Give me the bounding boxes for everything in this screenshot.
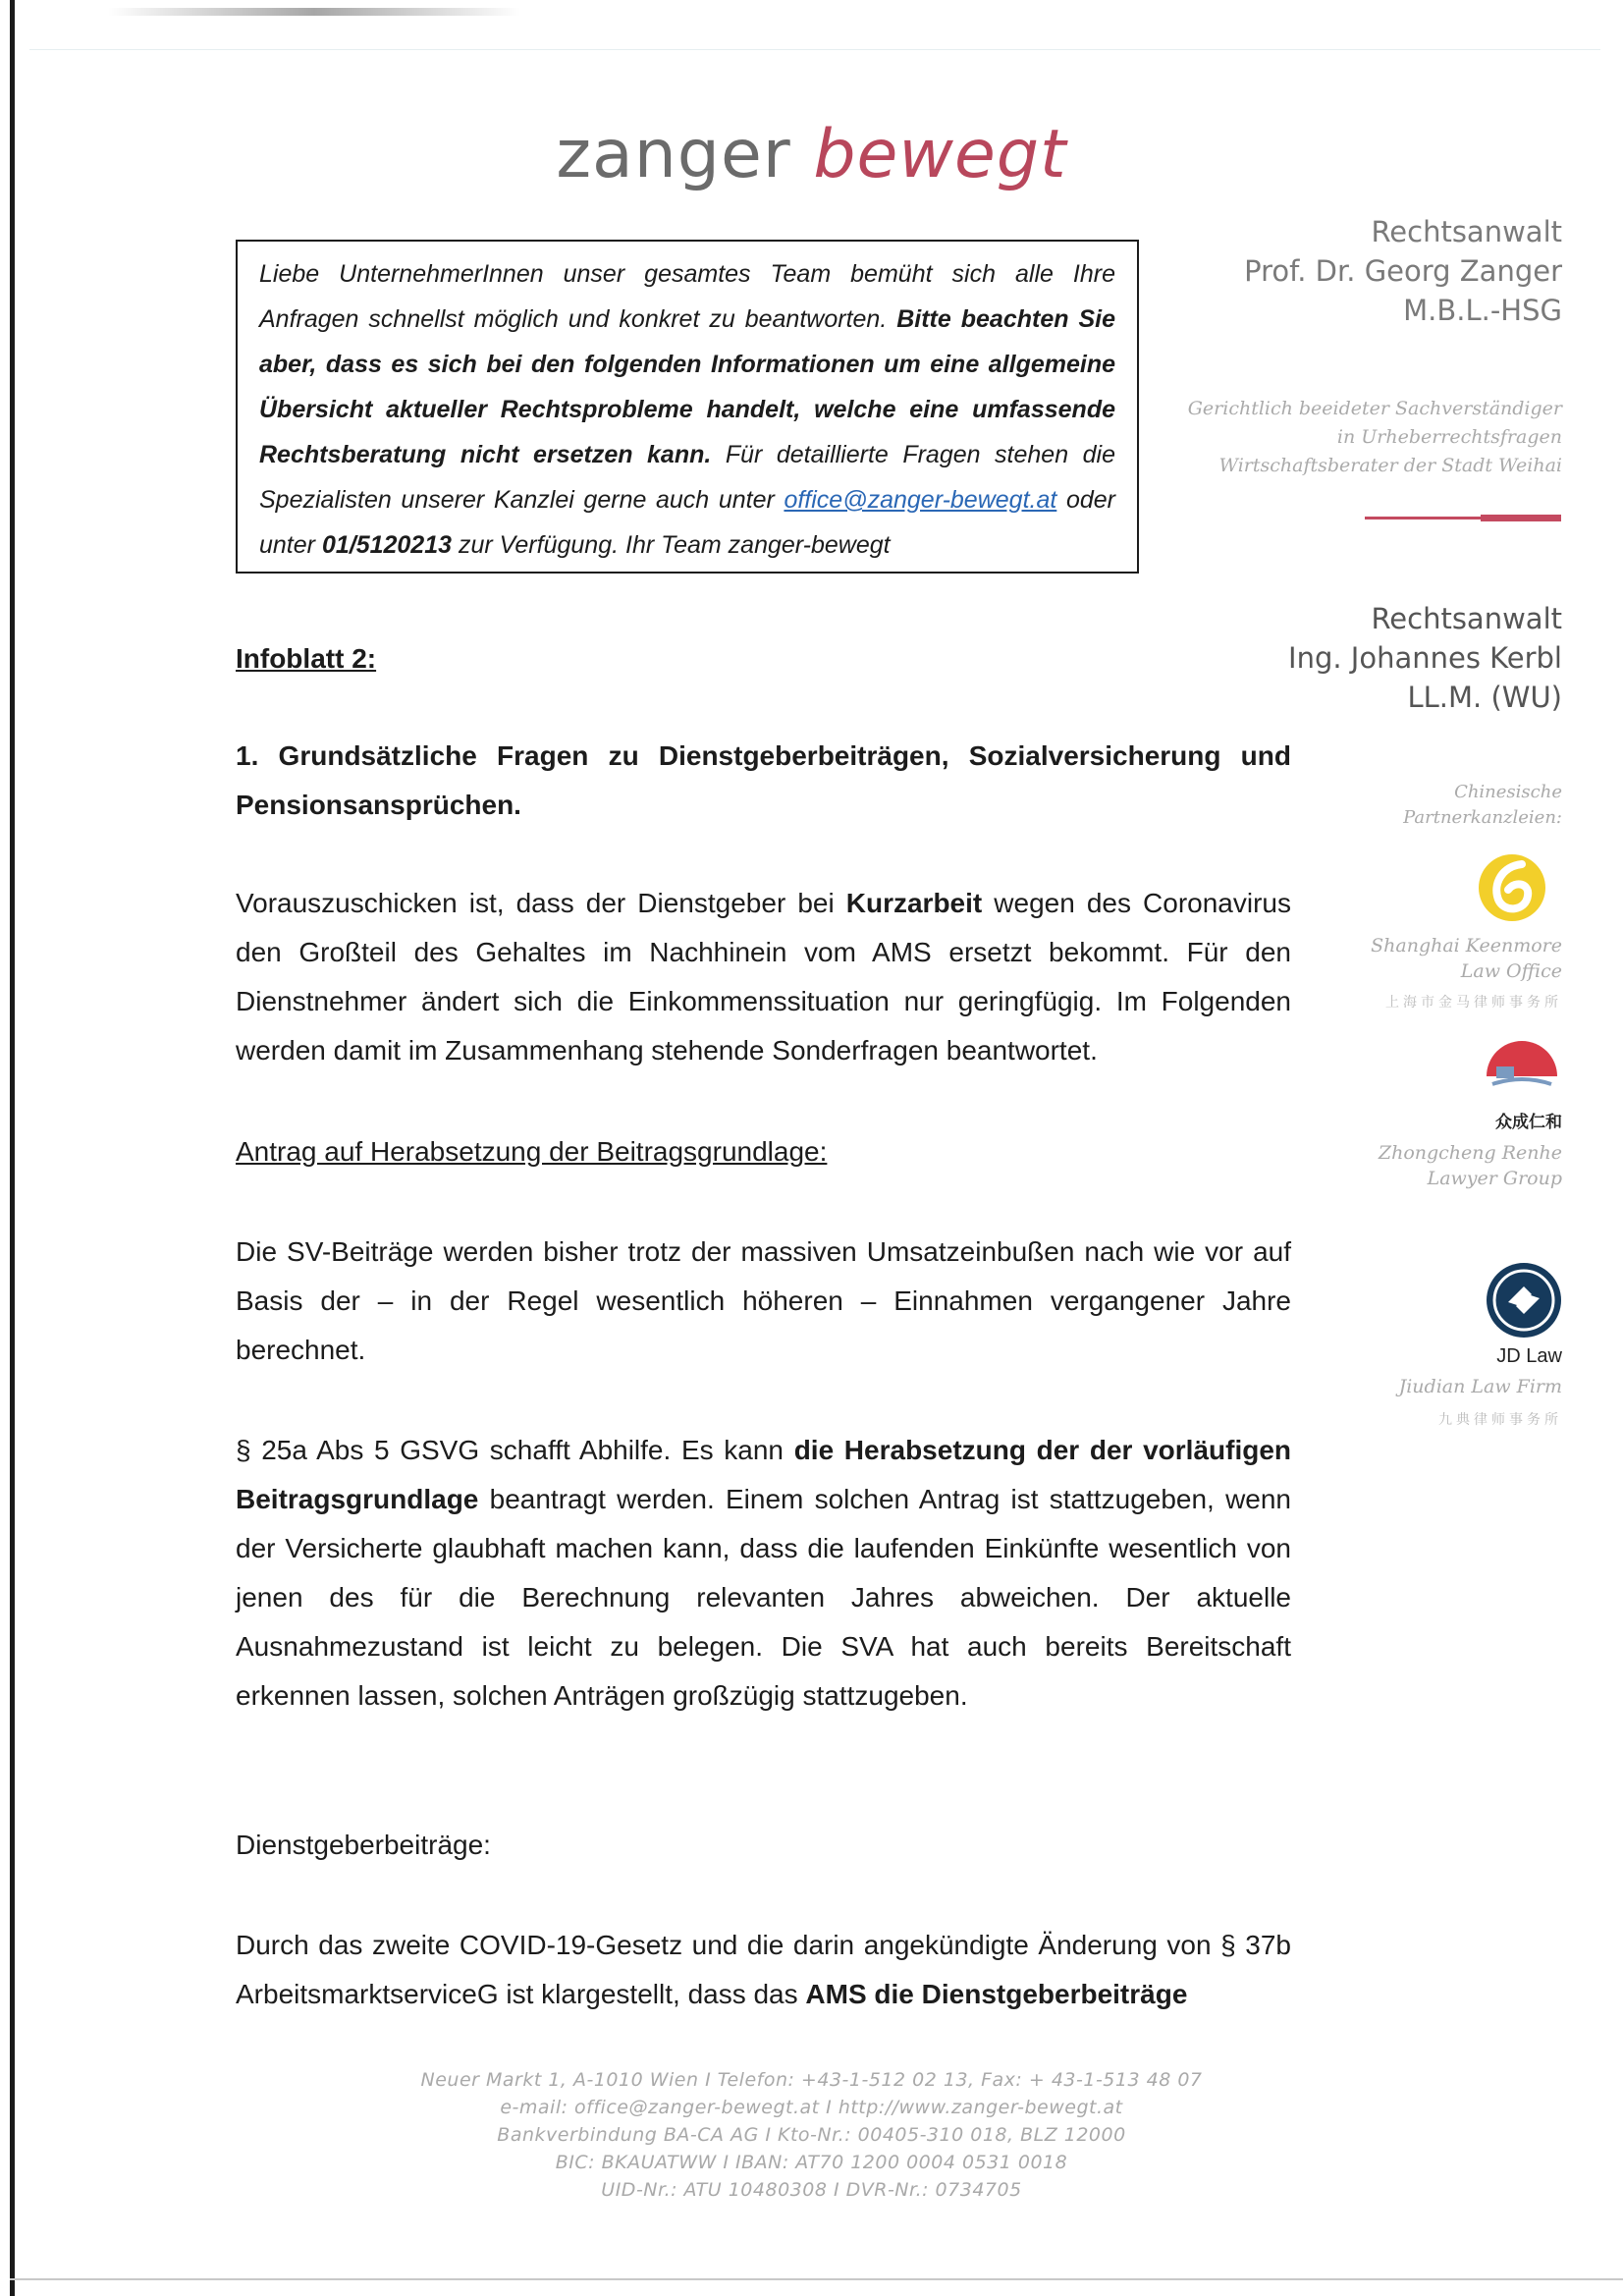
partner2-block: 众成仁和 Zhongcheng Renhe Lawyer Group xyxy=(1379,1108,1562,1191)
lawyer1-block xyxy=(1244,212,1562,330)
scan-edge-bottom xyxy=(10,2278,1623,2280)
subheading-herabsetzung: Antrag auf Herabsetzung der Beitragsgrundlage: xyxy=(236,1136,828,1167)
lawyer1-role-2: in Urheberrechtsfragen xyxy=(1336,426,1562,448)
keenmore-logo-icon xyxy=(1477,852,1547,928)
brand-word-bewegt: bewegt xyxy=(813,116,1067,193)
lawyer2-name: Ing. Johannes Kerbl xyxy=(1288,641,1562,675)
infoblatt-label: Infoblatt 2: xyxy=(236,643,377,674)
disclaimer-box xyxy=(236,240,1139,574)
zhongcheng-logo-text: 众成仁和 xyxy=(1495,1113,1562,1132)
disclaimer-text: Liebe UnternehmerInnen unser gesamtes Team bemüht sich alle Ihre Anfragen schnellst möglich und konkret zu beantworten. Bitte beachten Sie aber, dass es sich bei den folgenden Informationen um eine allgemeine Übersicht aktueller Rechtsprobleme handelt, welche eine umfassende Rechtsberatung nicht ersetzen kann. Für detaillierte Fragen stehen die Spezialisten unserer Kanzlei gerne auch unter office@zanger-bewegt.at oder unter 01/5120213 zur Verfügung. Ihr Team zanger-bewegt xyxy=(259,260,1115,559)
brand-logo xyxy=(0,116,1623,193)
brand-word-zanger: zanger xyxy=(556,116,791,193)
lawyer1-role-1: Gerichtlich beeideter Sachverständiger xyxy=(1187,398,1562,419)
scan-shadow-top xyxy=(108,8,520,16)
lawyer2-block xyxy=(1288,599,1562,717)
jd-law-logo-icon xyxy=(1485,1261,1563,1344)
lawyer1-degree: M.B.L.-HSG xyxy=(1403,294,1562,327)
lawyer2-title: Rechtsanwalt xyxy=(1371,602,1562,635)
partner1-block: Shanghai Keenmore Law Office 上海市金马律师事务所 xyxy=(1371,935,1562,1011)
section-heading: 1. Grundsätzliche Fragen zu Dienstgeberbeiträgen, Sozialversicherung und Pensionsansprüchen. xyxy=(236,740,1291,820)
lawyer1-roles xyxy=(1188,395,1562,480)
footer-uid: UID-Nr.: ATU 10480308 I DVR-Nr.: 0734705 xyxy=(601,2179,1022,2201)
disclaimer-bold: Bitte beachten Sie aber, dass es sich bei den folgenden Informationen um eine allgemeine Übersicht aktueller Rechtsprobleme handelt, welche eine umfassende Rechtsberatung nicht ersetzen kann. xyxy=(259,305,1115,468)
subheading-dienstgeberbeitraege: Dienstgeberbeiträge: xyxy=(236,1830,491,1860)
page-top-line xyxy=(29,49,1600,50)
lawyer1-name: Prof. Dr. Georg Zanger xyxy=(1244,254,1562,288)
partner3-block: JD Law Jiudian Law Firm 九典律师事务所 xyxy=(1398,1345,1562,1428)
footer-iban: BIC: BKAUATWW I IBAN: AT70 1200 0004 0531 0018 xyxy=(555,2152,1068,2173)
lawyer1-role-3: Wirtschaftsberater der Stadt Weihai xyxy=(1218,455,1562,476)
phone-number: 01/5120213 xyxy=(321,531,453,559)
red-divider-accent xyxy=(1481,515,1561,521)
letterhead-footer xyxy=(0,2066,1623,2204)
lawyer1-title: Rechtsanwalt xyxy=(1371,215,1562,248)
email-link[interactable]: office@zanger-bewegt.at xyxy=(784,486,1057,514)
scan-edge-left xyxy=(10,0,15,2296)
paragraph-1: Vorauszuschicken ist, dass der Dienstgeber bei Kurzarbeit wegen des Coronavirus den Großteil des Gehaltes im Nachhinein vom AMS ersetzt bekommt. Für den Dienstnehmer ändert sich die Einkommenssituation nur geringfügig. Im Folgenden werden damit im Zusammenhang stehende Sonderfragen beantwortet. xyxy=(236,888,1291,1066)
lawyer2-degree: LL.M. (WU) xyxy=(1407,681,1562,714)
paragraph-2: Die SV-Beiträge werden bisher trotz der massiven Umsatzeinbußen nach wie vor auf Basis der – in der Regel wesentlich höheren – Einnahmen vergangener Jahre berechnet. xyxy=(236,1236,1291,1365)
paragraph-4: Durch das zweite COVID-19-Gesetz und die darin angekündigte Änderung von § 37b ArbeitsmarktserviceG ist klargestellt, dass das AMS die Dienstgeberbeiträge xyxy=(236,1930,1291,2009)
jd-law-label: JD Law xyxy=(1496,1345,1562,1367)
zhongcheng-logo-icon xyxy=(1483,1037,1561,1111)
partners-heading: Chinesische Partnerkanzleien: xyxy=(1403,782,1562,828)
footer-bank: Bankverbindung BA-CA AG I Kto-Nr.: 00405-310 018, BLZ 12000 xyxy=(497,2124,1126,2146)
footer-address: Neuer Markt 1, A-1010 Wien I Telefon: +43-1-512 02 13, Fax: + 43-1-513 48 07 xyxy=(420,2069,1203,2091)
footer-contact: e-mail: office@zanger-bewegt.at I http://www.zanger-bewegt.at xyxy=(500,2097,1123,2118)
paragraph-3: § 25a Abs 5 GSVG schafft Abhilfe. Es kann die Herabsetzung der der vorläufigen Beitragsgrundlage beantragt werden. Einem solchen Antrag ist stattzugeben, wenn der Versicherte glaubhaft machen kann, dass die laufenden Einkünfte wesentlich von jenen des für die Berechnung relevanten Jahres abweichen. Der aktuelle Ausnahmezustand ist leicht zu belegen. Die SVA hat auch bereits Bereitschaft erkennen lassen, solchen Anträgen großzügig stattzugeben. xyxy=(236,1435,1291,1711)
